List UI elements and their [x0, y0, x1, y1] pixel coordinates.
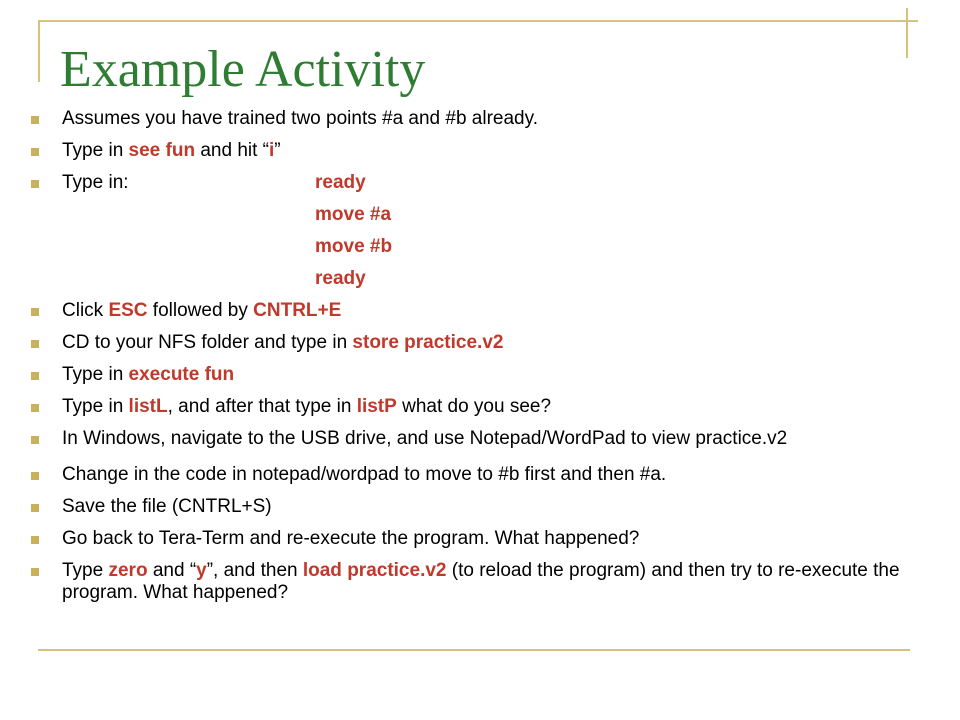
square-bullet-icon: [31, 536, 39, 544]
list-item: Type in execute fun: [30, 364, 910, 386]
list-item: Save the file (CNTRL+S): [30, 496, 910, 518]
list-item: Type in see fun and hit “i”: [30, 140, 910, 162]
square-bullet-icon: [31, 148, 39, 156]
square-bullet-icon: [31, 340, 39, 348]
frame-left-line: [38, 20, 40, 82]
square-bullet-icon: [31, 568, 39, 576]
frame-right-line: [906, 8, 908, 58]
list-item: Type in listL, and after that type in listP what do you see?: [30, 396, 910, 418]
square-bullet-icon: [31, 404, 39, 412]
list-item: CD to your NFS folder and type in store practice.v2: [30, 332, 910, 354]
list-item: Type in: ready: [30, 172, 910, 194]
square-bullet-icon: [31, 372, 39, 380]
square-bullet-icon: [31, 436, 39, 444]
list-item: Go back to Tera-Term and re-execute the program. What happened?: [30, 528, 910, 550]
list-item: Click ESC followed by CNTRL+E: [30, 300, 910, 322]
list-item: move #b: [315, 236, 393, 257]
square-bullet-icon: [31, 180, 39, 188]
square-bullet-icon: [31, 116, 39, 124]
frame-top-line: [38, 20, 918, 22]
list-item: In Windows, navigate to the USB drive, and use Notepad/WordPad to view practice.v2: [30, 428, 910, 450]
bullet-list: [30, 108, 910, 604]
list-item: Change in the code in notepad/wordpad to move to #b first and then #a.: [30, 464, 910, 486]
square-bullet-icon: [31, 472, 39, 480]
square-bullet-icon: [31, 308, 39, 316]
slide-title: Example Activity: [60, 41, 426, 98]
frame-bottom-line: [38, 649, 910, 651]
list-item: Type zero and “y”, and then load practice.v2 (to reload the program) and then try to re-execute the program. What happened?: [30, 560, 910, 604]
square-bullet-icon: [31, 504, 39, 512]
list-item: move #a: [315, 204, 392, 225]
list-item: ready: [315, 268, 366, 289]
list-item: Assumes you have trained two points #a and #b already.: [30, 108, 910, 130]
